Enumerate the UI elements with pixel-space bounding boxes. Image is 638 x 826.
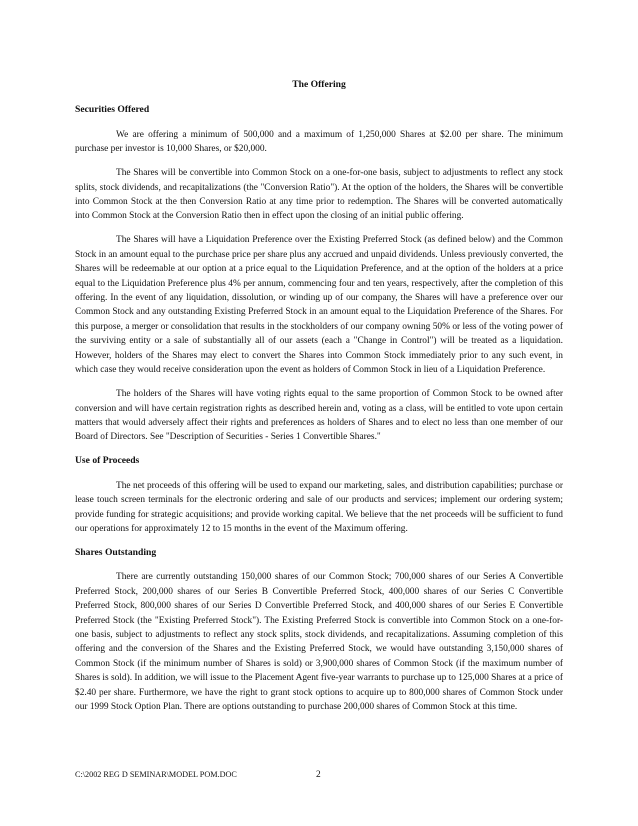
- paragraph: The Shares will be convertible into Common Stock on a one-for-one basis, subject to adjustments to reflect any stock splits, stock dividends, and recapitalizations (the "Conversion Ratio"). At the option of the holders, the Shares will be convertible into Common Stock at the then Conversion Ratio at any time prior to redemption. The Shares will be converted automatically into Common Stock at the Conversion Ratio then in effect upon the closing of an initial public offering.: [75, 168, 563, 222]
- section-shares-outstanding: [75, 546, 563, 714]
- paragraph: We are offering a minimum of 500,000 and a maximum of 1,250,000 Shares at $2.00 per share. The minimum purchase per investor is 10,000 Shares, or $20,000.: [75, 129, 563, 155]
- section-securities-offered: [75, 103, 563, 444]
- paragraph: The Shares will have a Liquidation Preference over the Existing Preferred Stock (as defined below) and the Common Stock in an amount equal to the purchase price per share plus any accrued and unpaid dividends. Unless previously converted, the Shares will be redeemable at our option at a price equal to the Liquidation Preference, and at the option of the holders at a price equal to the Liquidation Preference plus 4% per annum, commencing four and ten years, respectively, after the completion of this offering. In the event of any liquidation, dissolution, or winding up of our company, the Shares will have a preference over our Common Stock and any outstanding Existing Preferred Stock in an amount equal to the Liquidation Preference of the Shares. For this purpose, a merger or consolidation that results in the stockholders of our company owning 50% or less of the voting power of the surviving entity or a sale of substantially all of our assets (each a "Change in Control") will be treated as a liquidation. However, holders of the Shares may elect to convert the Shares into Common Stock immediately prior to any such event, in which case they would receive consideration upon the event as holders of Common Stock in lieu of a Liquidation Preference.: [75, 235, 563, 376]
- paragraph: The net proceeds of this offering will be used to expand our marketing, sales, and distribution capabilities; purchase or lease touch screen terminals for the electronic ordering and sale of our products and services; implement our ordering system; provide funding for strategic acquisitions; and provide working capital. We believe that the net proceeds will be sufficient to fund our operations for approximately 12 to 15 months in the event of the Maximum offering.: [75, 480, 563, 534]
- section-use-of-proceeds: [75, 454, 563, 536]
- section-heading: Shares Outstanding: [75, 546, 157, 558]
- section-heading: Use of Proceeds: [75, 455, 140, 467]
- section-heading: Securities Offered: [75, 104, 150, 116]
- page-number: 2: [316, 770, 321, 780]
- document-body: [75, 78, 563, 724]
- footer-file-path: C:\2002 REG D SEMINAR\MODEL POM.DOC: [75, 770, 237, 779]
- document-title: The Offering: [292, 79, 346, 90]
- paragraph: There are currently outstanding 150,000 shares of our Common Stock; 700,000 shares of our Series A Convertible Preferred Stock, 200,000 shares of our Series B Convertible Preferred Stock, 400,000 shares of our Series C Convertible Preferred Stock, 800,000 shares of our Series D Convertible Preferred Stock, and 400,000 shares of our Series E Convertible Preferred Stock (the "Existing Preferred Stock"). The Existing Preferred Stock is convertible into Common Stock on a one-for-one basis, subject to adjustments to reflect any stock splits, stock dividends, and recapitalizations. Assuming completion of this offering and the conversion of the Shares and the Existing Preferred Stock, we would have outstanding 3,150,000 shares of Common Stock (if the minimum number of Shares is sold) or 3,900,000 shares of Common Stock (if the maximum number of Shares is sold). In addition, we will issue to the Placement Agent five-year warrants to purchase up to 125,000 Shares at a price of $2.40 per share. Furthermore, we have the right to grant stock options to acquire up to 800,000 shares of Common Stock under our 1999 Stock Option Plan. There are options outstanding to purchase 200,000 shares of Common Stock at this time.: [75, 572, 563, 712]
- paragraph: The holders of the Shares will have voting rights equal to the same proportion of Common Stock to be owned after conversion and will have certain registration rights as described herein and, voting as a class, will be entitled to vote upon certain matters that would adversely affect their rights and preferences as holders of Shares and to elect no less than one member of our Board of Directors. See "Description of Securities - Series 1 Convertible Shares.": [75, 389, 563, 443]
